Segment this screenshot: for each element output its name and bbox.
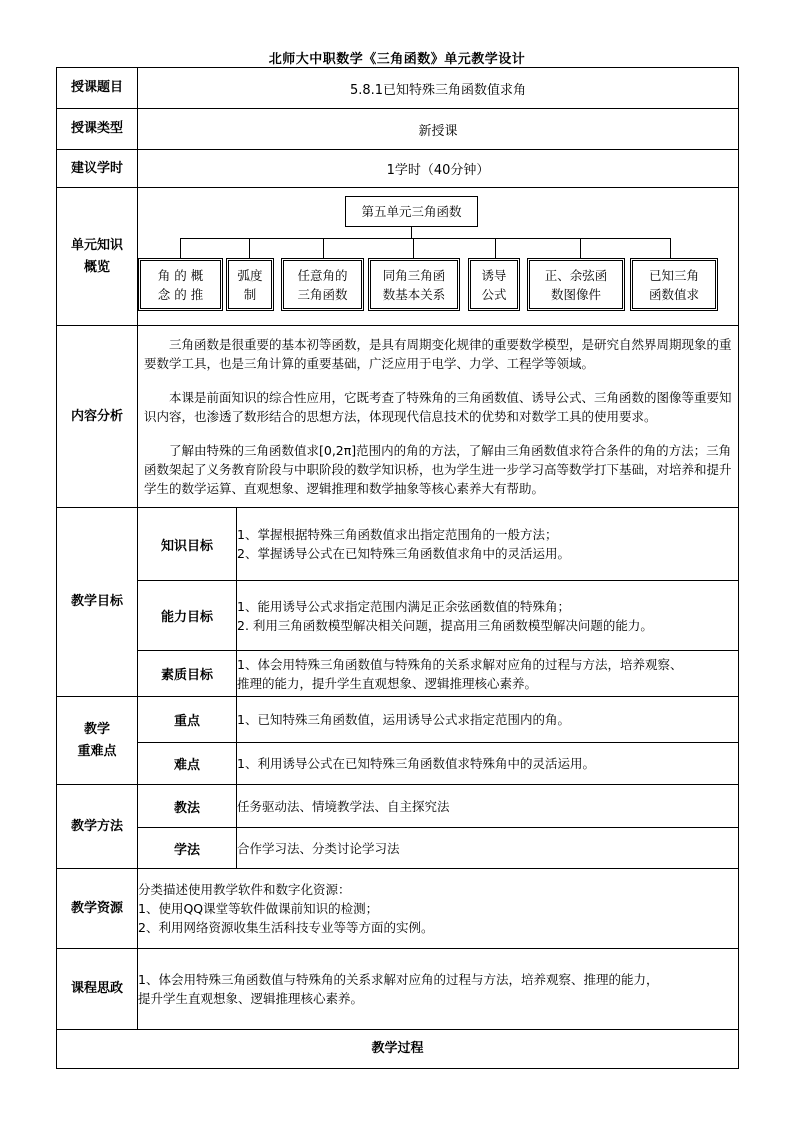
overview-label — [57, 188, 138, 326]
diagram-node-same-angle: 同角三角函 数基本关系 — [368, 258, 460, 311]
resources-text: 分类描述使用教学软件和数字化资源： 1、使用QQ课堂等软件做课前知识的检测； 2、利用网络资源收集生活科技专业等等方面的实例。 — [138, 869, 739, 949]
ideology-text: 1、体会用特殊三角函数值与特殊角的关系求解对应角的过程与方法，培养观察、推理的能力， 提升学生直观想象、逻辑推理核心素养。 — [138, 949, 739, 1030]
diagram-connector-3 — [323, 238, 324, 258]
row-key-point — [57, 697, 739, 743]
teaching-method-label: 教法 — [138, 785, 237, 828]
key-point-label: 重点 — [138, 697, 237, 743]
unit-knowledge-diagram — [138, 191, 734, 322]
row-teaching-method — [57, 785, 739, 828]
diagram-connector-4 — [413, 238, 414, 258]
row-difficult-point — [57, 743, 739, 785]
knowledge-objective-text: 1、掌握根据特殊三角函数值求出指定范围角的一般方法； 2、掌握诱导公式在已知特殊三角函数值求角中的灵活运用。 — [237, 508, 739, 581]
diagram-connector-1 — [180, 238, 181, 258]
resources-label: 教学资源 — [57, 869, 138, 949]
difficult-point-text: 1、利用诱导公式在已知特殊三角函数值求特殊角中的灵活运用。 — [237, 743, 739, 785]
ability-objective-text: 1、能用诱导公式求指定范围内满足正余弦函数值的特殊角； 2. 利用三角函数模型解决相关问题，提高用三角函数模型解决问题的能力。 — [237, 581, 739, 651]
row-learning-method — [57, 828, 739, 869]
diagram-node-sine-graph: 正、余弦函 数图像件 — [527, 258, 625, 311]
row-ideology — [57, 949, 739, 1030]
content-paragraph-3: 了解由特殊的三角函数值求[0,2π]范围内的角的方法，了解由三角函数值求符合条件的角的方法；三角函数架起了义务教育阶段与中职阶段的数学知识桥，也为学生进一步学习高等数学打下基础，对培养和提升学生的数学运算、直观想象、逻辑推理和数学抽象等核心素养大有帮助。 — [144, 443, 732, 496]
diagram-connector-5 — [495, 238, 496, 258]
methods-label: 教学方法 — [57, 785, 138, 869]
row-type — [57, 109, 739, 150]
hours-value: 1学时（40分钟） — [138, 150, 739, 188]
diagram-node-angle-concept: 角 的 概 念 的 推 — [138, 258, 223, 311]
knowledge-objective-label: 知识目标 — [138, 508, 237, 581]
ideology-label: 课程思政 — [57, 949, 138, 1030]
ability-objective-label: 能力目标 — [138, 581, 237, 651]
row-objective-ability — [57, 581, 739, 651]
topic-value: 5.8.1已知特殊三角函数值求角 — [138, 68, 739, 109]
quality-objective-label: 素质目标 — [138, 651, 237, 697]
content-paragraph-1: 三角函数是很重要的基本初等函数，是具有周期变化规律的重要数学模型，是研究自然界周期现象的重要数学工具，也是三角计算的重要基础，广泛应用于电学、力学、工程学等领域。 — [144, 337, 732, 371]
hours-label: 建议学时 — [57, 150, 138, 188]
teaching-method-text: 任务驱动法、情境教学法、自主探究法 — [237, 785, 739, 828]
key-point-text: 1、已知特殊三角函数值，运用诱导公式求指定范围内的角。 — [237, 697, 739, 743]
learning-method-label: 学法 — [138, 828, 237, 869]
content-paragraph-2: 本课是前面知识的综合性应用，它既考查了特殊角的三角函数值、诱导公式、三角函数的图像等重要知识内容，也渗透了数形结合的思想方法，体现现代信息技术的优势和对数学工具的使用要求。 — [144, 390, 732, 424]
process-label: 教学过程 — [57, 1030, 739, 1069]
row-topic — [57, 68, 739, 109]
overview-label-line2: 概览 — [83, 259, 110, 275]
overview-diagram-cell — [138, 188, 739, 326]
row-hours — [57, 150, 739, 188]
row-process — [57, 1030, 739, 1069]
diagram-node-radian: 弧度 制 — [226, 258, 274, 311]
difficult-point-label: 难点 — [138, 743, 237, 785]
row-overview — [57, 188, 739, 326]
quality-objective-text: 1、体会用特殊三角函数值与特殊角的关系求解对应角的过程与方法，培养观察、 推理的能力，提升学生直观想象、逻辑推理核心素养。 — [237, 651, 739, 697]
type-value: 新授课 — [138, 109, 739, 150]
type-label: 授课类型 — [57, 109, 138, 150]
row-resources — [57, 869, 739, 949]
key-points-label: 教学 重难点 — [57, 697, 138, 785]
diagram-connector-6 — [580, 238, 581, 258]
content-analysis-cell — [138, 326, 739, 508]
diagram-root: 第五单元三角函数 — [345, 196, 478, 227]
diagram-node-trig-function: 任意角的 三角函数 — [281, 258, 364, 311]
row-objective-quality — [57, 651, 739, 697]
page-title: 北师大中职数学《三角函数》单元教学设计 — [268, 52, 526, 67]
row-objective-knowledge — [57, 508, 739, 581]
diagram-connector-bar — [180, 238, 670, 239]
lesson-plan-table — [56, 67, 739, 1069]
diagram-connector-2 — [249, 238, 250, 258]
diagram-node-find-angle: 已知三角 函数值求 — [630, 258, 718, 311]
content-label: 内容分析 — [57, 326, 138, 508]
diagram-node-induction: 诱导 公式 — [468, 258, 520, 311]
diagram-connector-root — [411, 227, 412, 238]
topic-label: 授课题目 — [57, 68, 138, 109]
row-content-analysis — [57, 326, 739, 508]
learning-method-text: 合作学习法、分类讨论学习法 — [237, 828, 739, 869]
overview-label-line1: 单元知识 — [70, 237, 123, 253]
diagram-connector-7 — [670, 238, 671, 258]
objectives-label: 教学目标 — [57, 508, 138, 697]
